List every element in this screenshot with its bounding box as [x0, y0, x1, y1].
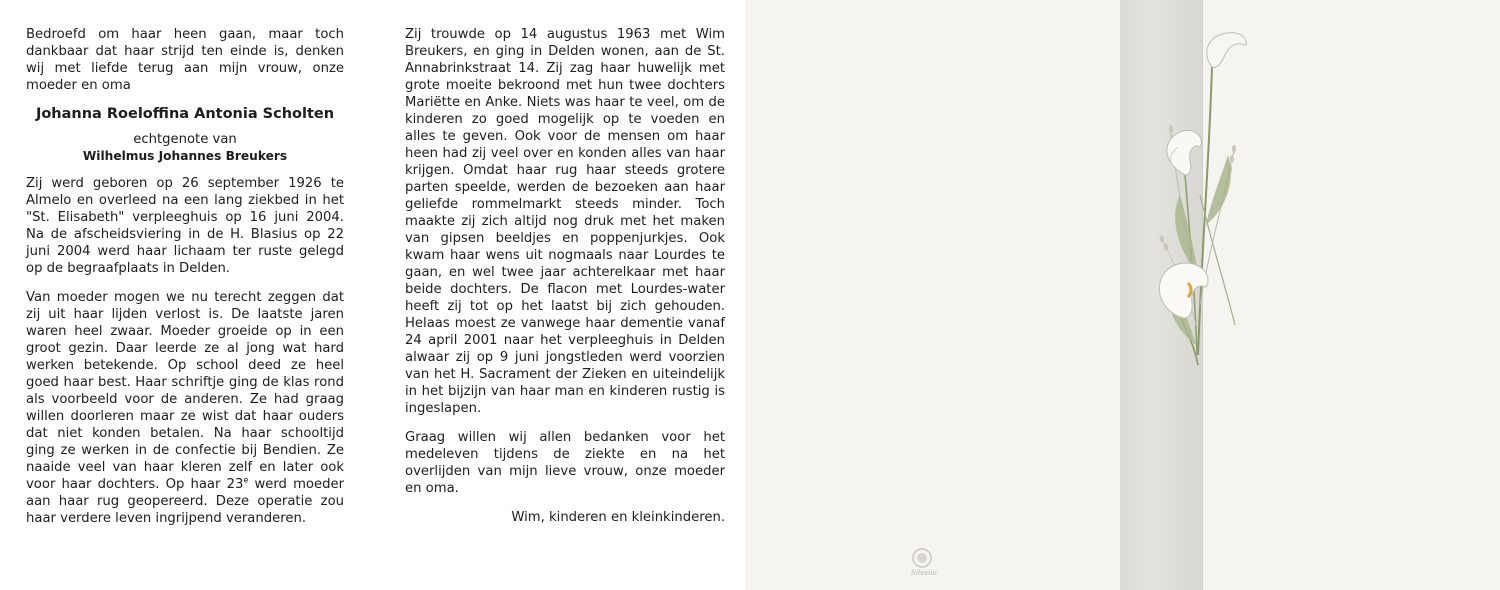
thanks-text: Graag willen wij allen bedanken voor het medeleven tijdens de ziekte en na het overlijden van mijn lieve vrouw, onze moeder en oma.	[405, 430, 725, 496]
ordinal-superscript: e	[243, 475, 249, 485]
silesio-logo-text: Silesiio	[911, 569, 937, 577]
biography-text: Zij werd geboren op 26 september 1926 te Almelo en overleed na een lang ziekbed in het "St. Elisabeth" verpleeghuis op 16 juni 2004. Na de afscheidsviering in de H. Blasius op 22 juni 2004 werd haar lichaam ter ruste gelegd op de begraafplaats in Delden.	[26, 176, 344, 276]
life-story-text	[26, 289, 344, 527]
intro-text: Bedroefd om haar heen gaan, maar toch dankbaar dat haar strijd ten einde is, denken wij met liefde terug aan mijn vrouw, onze moeder en oma	[26, 27, 344, 93]
life-story-part-1: Van moeder mogen we nu terecht zeggen dat zij uit haar lijden verlost is. De laatste jaren waren heel zwaar. Moeder groeide op in een groot gezin. Daar leerde ze al jong wat hard werken betekende. Op school deed ze heel goed haar best. Haar schriftje ging de klas rond als voorbeeld voor de anderen. Ze had graag willen doorleren maar ze wist dat haar ouders dat niet konden betalen. Na haar schooltijd ging ze werken in de confectie bij Bendien. Ze naaide veel van haar kleren zelf en later ook voor haar dochters. Op haar 23	[26, 290, 344, 492]
spouse-name: Wilhelmus Johannes Breukers	[82, 149, 288, 163]
marriage-story-text: Zij trouwde op 14 augustus 1963 met Wim Breukers, en ging in Delden wonen, aan de St. Annabrinkstraat 14. Zij zag haar huwelijk met grote moeite bekroond met hun twee dochters Mariëtte en Anke. Niets was haar te veel, om de kinderen zo goed mogelijk op te voeden en alles te geven. Ook voor de mensen om haar heen had zij veel over en konden alles van haar krijgen. Omdat haar rug haar steeds grotere parten speelde, werden de bezoeken aan haar geliefde rommelmarkt steeds minder. Toch maakte zij zich altijd nog druk met het maken van gipsen beeldjes en poppenjurkjes. Ook kwam haar wens uit nogmaals naar Lourdes te gaan, en wel twee jaar achterelkaar met haar beide dochters. De flacon met Lourdes-water heeft zij tot op het laatst bij zich gehouden. Helaas moest ze vanwege haar dementie vanaf 24 april 2001 naar het verpleeghuis in Delden alwaar zij op 9 juni jongstleden werd voorzien van het H. Sacrament der Zieken en uiteindelijk in het bijzijn van haar man en kinderen rustig is ingeslapen.	[405, 27, 725, 416]
deceased-name: Johanna Roeloffina Antonia Scholten	[35, 106, 335, 122]
calla-lily-icon	[1140, 25, 1260, 395]
right-column	[405, 26, 725, 526]
signature-text: Wim, kinderen en kleinkinderen.	[511, 510, 725, 525]
left-column	[26, 26, 344, 539]
spouse-label: echtgenote van	[133, 132, 237, 147]
life-story-part-2: werd moeder aan haar rug geopereerd. Deze operatie zou haar verdere leven ingrijpend veranderen.	[26, 477, 344, 526]
text-panel	[0, 0, 745, 590]
image-panel	[745, 0, 1500, 590]
